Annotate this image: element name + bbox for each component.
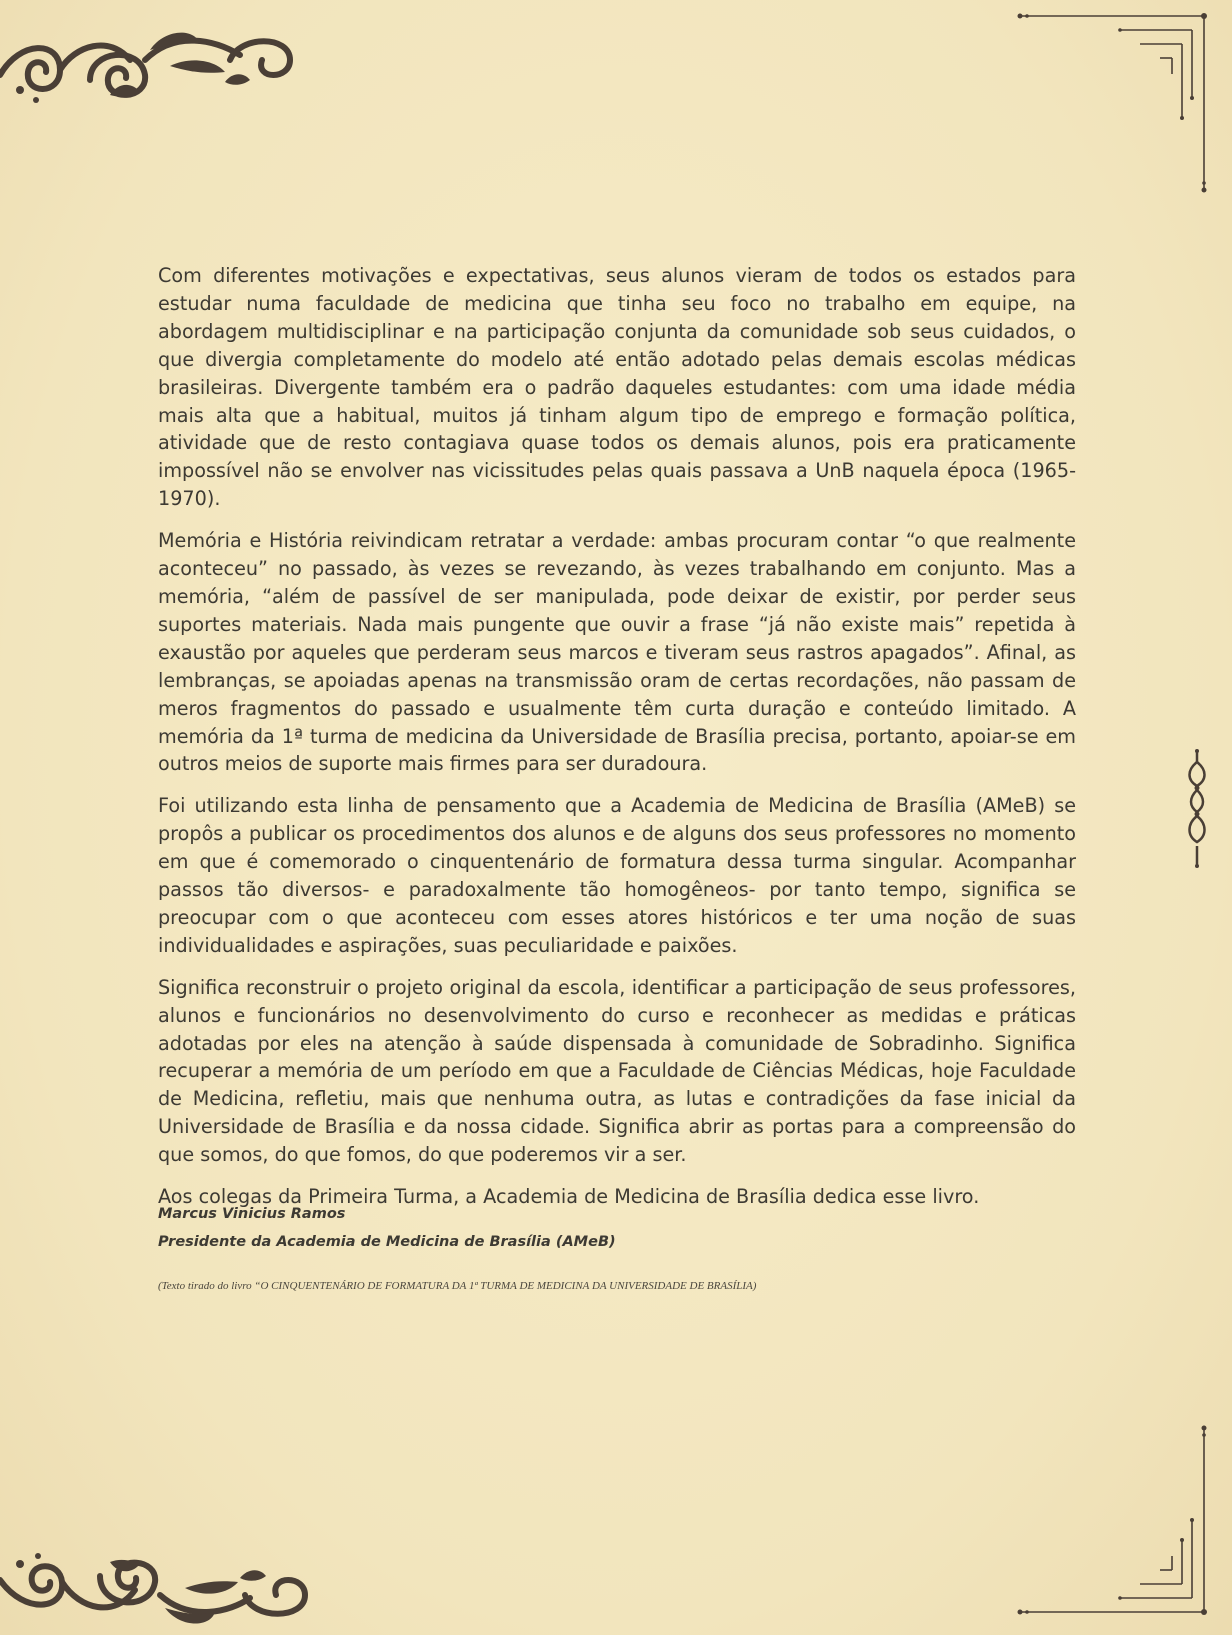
paragraph: Foi utilizando esta linha de pensamento que a Academia de Medicina de Brasília (AMeB) se propôs a publicar os procedimentos dos alunos e de alguns dos seus professores no momento em que é comemorado o cinquentenário de formatura dessa turma singular. Acompanhar passos tão diversos- e paradoxalmente tão homogêneos- por tanto tempo, significa se preocupar com o que aconteceu com esses atores históricos e ter uma noção de suas individualidades e aspirações, suas peculiaridade e paixões. [158,794,1076,957]
paragraph: Significa reconstruir o projeto original da escola, identificar a participação de seus professores, alunos e funcionários no desenvolvimento do curso e reconhecer as medidas e práticas adotadas por eles na atenção à saúde dispensada à comunidade de Sobradinho. Significa recuperar a memória de um período em que a Faculdade de Ciências Médicas, hoje Faculdade de Medicina, refletiu, mais que nenhuma outra, as lutas e contradições da fase inicial da Universidade de Brasília e da nossa cidade. Significa abrir as portas para a compreensão do que somos, do que fomos, do que poderemos vir a ser. [158,975,1076,1167]
signature-title: Presidente da Academia de Medicina de Brasília (AMeB) [158,1234,616,1250]
paragraph: Memória e História reivindicam retratar a verdade: ambas procuram contar “o que realmente aconteceu” no passado, às vezes se revezando, às vezes trabalhando em conjunto. Mas a memória, “além de passível de ser manipulada, pode deixar de existir, por perder seus suportes materiais. Nada mais pungente que ouvir a frase “já não existe mais” repetida à exaustão por aqueles que perderam seus marcos e tiveram seus rastros apagados”. Afinal, as lembranças, se apoiadas apenas na transmissão oram de certas recordações, não passam de meros fragmentos do passado e usualmente têm curta duração e conteúdo limitado. A memória da 1ª turma de medicina da Universidade de Brasília precisa, portanto, apoiar-se em outros meios de suporte mais firmes para ser duradoura. [158,529,1076,776]
bottom-right-corner-frame [1010,1420,1232,1620]
right-side-ornament [1182,748,1212,870]
signature-block [158,1200,616,1256]
top-right-corner-frame [1010,8,1232,198]
body-text [158,262,1076,1225]
source-note: (Texto tirado do livro “O CINQUENTENÁRIO DE FORMATURA DA 1ª TURMA DE MEDICINA DA UNIVERSIDADE DE BRASÍLIA) [158,1280,757,1292]
dedication-paragraph: Aos colegas da Primeira Turma, a Academia de Medicina de Brasília dedica esse livro. [158,1185,980,1209]
signature-name: Marcus Vinicius Ramos [158,1206,346,1222]
paragraph: Com diferentes motivações e expectativas, seus alunos vieram de todos os estados para estudar numa faculdade de medicina que tinha seu foco no trabalho em equipe, na abordagem multidisciplinar e na participação conjunta da comunidade sob seus cuidados, o que divergia completamente do modelo até então adotado pelas demais escolas médicas brasileiras. Divergente também era o padrão daqueles estudantes: com uma idade média mais alta que a habitual, muitos já tinham algum tipo de emprego e formação política, atividade que de resto contagiava quase todos os demais alunos, pois era praticamente impossível não se envolver nas vicissitudes pelas quais passava a UnB naquela época (1965-1970). [158,264,1076,511]
bottom-left-flourish-ornament [0,1540,320,1635]
top-left-flourish-ornament [0,20,310,110]
